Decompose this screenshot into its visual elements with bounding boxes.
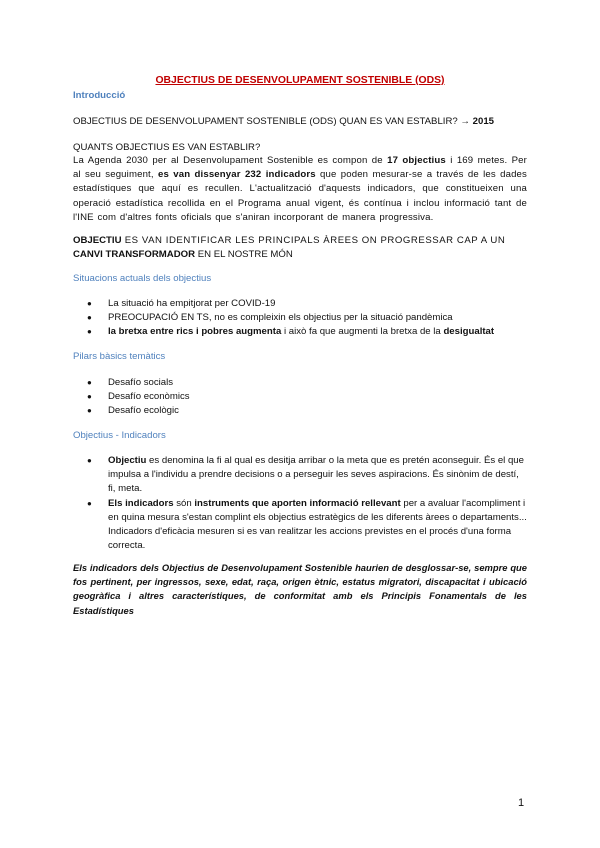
situacions-heading: Situacions actuals dels objectius <box>73 273 212 284</box>
indicador-item-2-text: són <box>173 497 195 509</box>
indicador-item-2-text-end: per a avaluar l'acompliment i en quina mesura s'estan complint els objectius estratègics de les diferents àrees o departaments... Indicadors d'eficàcia mesuren si es van realitzar les accions previstes en el procés d'una forma correcta. <box>108 497 527 552</box>
para1-bold-d: es van dissenyar 232 indicadors <box>157 169 316 181</box>
indicador-item-2-bold: Els indicadors <box>108 497 174 509</box>
list-item <box>73 454 527 497</box>
bullet-icon: ● <box>87 299 92 308</box>
indicador-item-1-text: es denomina la fi al qual es desitja arribar o la meta que es pretén aconseguir. És el que impulsa a l'individu a prendre decisions o a perseguir les seves aspiracions. És sinònim de destí, fi, meta. <box>108 455 524 495</box>
closing-paragraph: Els indicadors dels Objectius de Desenvolupament Sostenible haurien de desglossar-se, sempre que fos pertinent, per ingressos, sexe, edat, raça, origen ètnic, estatus migratori, discapacitat i ubicació geogràfica i altres característiques, de conformitat amb els Principis Fonamentals de les Estadístiques <box>73 562 527 616</box>
para2-text-d: EN EL NOSTRE MÓN <box>195 249 293 261</box>
question-text: OBJECTIUS DE DESENVOLUPAMENT SOSTENIBLE (ODS) QUAN ES VAN ESTABLIR? → <box>73 116 473 127</box>
para2-bold-a: OBJECTIU <box>73 235 122 246</box>
page-title: OBJECTIUS DE DESENVOLUPAMENT SOSTENIBLE (ODS) <box>155 75 445 86</box>
list-item <box>73 376 527 390</box>
pilars-heading: Pilars bàsics temàtics <box>73 351 166 362</box>
intro-heading: Introducció <box>73 90 126 101</box>
situacio-item-3-text: i això fa que augmenti la bretxa de la <box>281 326 444 338</box>
bullet-icon: ● <box>87 378 92 387</box>
question-line <box>73 116 527 128</box>
pilar-item-2: Desafío econòmics <box>108 391 190 403</box>
when-heading: QUANTS OBJECTIUS ES VAN ESTABLIR? <box>73 142 261 153</box>
indicadors-list <box>73 454 527 553</box>
bullet-icon: ● <box>87 406 92 416</box>
para1-bold-b: 17 objectius <box>387 155 446 166</box>
list-item <box>73 404 527 418</box>
indicador-item-2-bold-mid: instruments que aporten informació rellevant <box>194 497 401 509</box>
pilar-item-3: Desafío ecològic <box>108 405 179 417</box>
list-item <box>73 311 527 325</box>
bullet-icon: ● <box>87 456 92 465</box>
bullet-icon: ● <box>87 327 92 337</box>
list-item <box>73 325 527 339</box>
list-item <box>73 297 527 311</box>
pilars-list <box>73 376 527 419</box>
situacio-item-3-bold-end: desigualtat <box>443 326 495 338</box>
bullet-icon: ● <box>87 313 92 323</box>
para2-text-b: ES VAN IDENTIFICAR LES PRINCIPALS ÀREES ON PROGRESSAR CAP A UN <box>121 235 506 246</box>
situacio-item-1: La situació ha empitjorat per COVID-19 <box>108 298 276 309</box>
paragraph-objectiu <box>73 234 527 262</box>
para2-bold-c: CANVI TRANSFORMADOR <box>73 249 196 261</box>
para1-text-e: que poden mesurar-se a través de les dades estadístiques que aquí es recullen. L'actualització d'aquests indicadors, que constitueixen una operació estadística recollida en el Programa anual vigent, és contínua i inclou informació tant de l'INE com d'altres fonts oficials que s'aniran incorporant de manera progressiva. <box>73 169 527 223</box>
bullet-icon: ● <box>87 392 92 402</box>
indicadors-heading: Objectius - Indicadors <box>73 430 166 441</box>
list-item <box>73 390 527 404</box>
pilar-item-1: Desafío socials <box>108 377 174 388</box>
list-item <box>73 497 527 554</box>
indicador-item-1-bold: Objectiu <box>108 455 147 466</box>
bullet-icon: ● <box>87 498 92 508</box>
para1-text-a: La Agenda 2030 per al Desenvolupament Sostenible es compon de <box>73 155 388 166</box>
page-number: 1 <box>518 797 525 809</box>
paragraph-agenda <box>73 154 527 225</box>
situacio-item-2: PREOCUPACIÓ EN TS, no es compleixin els objectius per la situació pandèmica <box>108 312 453 324</box>
question-year: 2015 <box>472 116 494 127</box>
situacio-item-3-bold: la bretxa entre rics i pobres augmenta <box>108 326 282 338</box>
situacions-list <box>73 297 527 340</box>
para1-text-c: i 169 metes. Per al seu seguiment, <box>73 155 528 181</box>
